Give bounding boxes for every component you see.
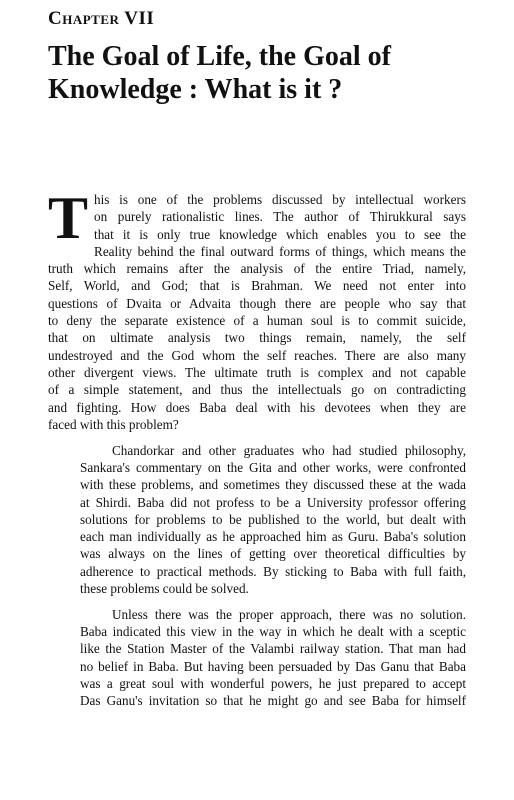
text-line: Unless there was the proper approach, there was no solution. [112,606,466,622]
text-line: that on ultimate analysis two things remain, namely, the self [48,330,466,346]
chapter-title-line: Knowledge : What is it ? [48,74,343,105]
chapter-title-line: The Goal of Life, the Goal of [48,41,391,72]
text-line: was a great soul with wonderful powers, he just prepared to accept [80,676,466,692]
text-line: Baba indicated this view in the way in which he dealt with a sceptic [80,624,466,640]
text-line: truth which remains after the analysis of the entire Triad, namely, [48,261,466,277]
text-line: each man individually as he approached him as Guru. Baba's solution [80,529,466,545]
paragraph-2 [48,442,466,598]
text-line: Chandorkar and other graduates who had studied philosophy, [112,442,466,458]
text-line: Self, World, and God; that is Brahman. We need not enter into [48,278,466,294]
text-line: these problems could be solved. [80,581,249,597]
text-line: to deny the separate existence of a human soul is to commit suicide, [48,313,466,329]
chapter-label: Chapter VII [48,8,155,29]
text-line: adherence to practical methods. By sticking to Baba with full faith, [80,563,466,579]
chapter-body [48,185,466,710]
text-line: solutions for problems to be published to the world, but dealt with [80,511,466,527]
text-line: at Shirdi. Baba did not profess to be a University professor offering [80,494,466,510]
text-line: faced with this problem? [48,416,179,432]
text-line: Das Ganu's invitation so that he might go and see Baba for himself [80,693,466,709]
text-line: that it is only true knowledge which enables you to see the [94,226,466,242]
text-line: no belief in Baba. But having been persuaded by Das Ganu that Baba [80,658,466,674]
text-line: Sankara's commentary on the Gita and other works, were confronted [80,459,466,475]
paragraph-1 [48,185,466,433]
chapter-title [48,40,488,106]
paragraph-3 [48,606,466,710]
text-line: with these problems, and sometimes they discussed these at the wada [80,477,466,493]
text-line: on purely rationalistic lines. The author of Thirukkural says [94,209,466,225]
text-line: of a simple statement, and thus the intellectuals go on contradicting [48,382,466,398]
text-line: his is one of the problems discussed by intellectual workers [94,192,466,207]
text-line: and fighting. How does Baba deal with his devotees when they are [48,399,466,415]
text-line: questions of Dvaita or Advaita though there are people who say that [48,295,466,311]
text-line: undestroyed and the God whom the self reaches. There are also many [48,347,466,363]
text-line: Reality behind the final outward forms of things, which means the [94,243,466,259]
text-line: like the Station Master of the Valambi railway station. That man had [80,641,466,657]
drop-cap: T [48,185,89,251]
text-line: was always on the lines of getting over theoretical difficulties by [80,546,466,562]
text-line: other divergent views. The ultimate truth is complex and not capable [48,364,466,380]
